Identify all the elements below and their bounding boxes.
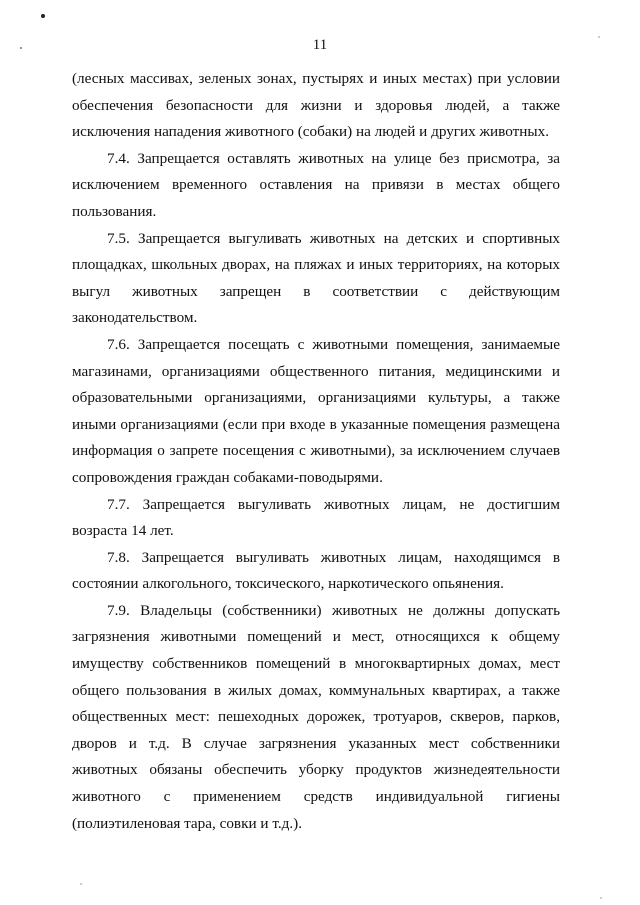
paragraph-7-9: 7.9. Владельцы (собственники) животных не должны допускать загрязнения животными помещений и мест, относящихся к общему имуществу собственников помещений в многоквартирных домах, мест общего пользования в жилых домах, коммунальных квартирах, а также общественных мест: пешеходных дорожек, тротуаров, скверов, парков, дворов и т.д. В случае загрязнения указанных мест собственники животных обязаны обеспечить уборку продуктов жизнедеятельности животного с применением средств индивидуальной гигиены (полиэтиленовая тара, совки и т.д.). bbox=[72, 601, 560, 832]
paragraph-7-8: 7.8. Запрещается выгуливать животных лицам, находящимся в состоянии алкогольного, токсического, наркотического опьянения. bbox=[72, 548, 560, 593]
paragraph-7-6: 7.6. Запрещается посещать с животными помещения, занимаемые магазинами, организациями общественного питания, медицинскими и образовательными организациями, организациями культуры, а также иными организациями (если при входе в указанные помещения размещена информация о запрете посещения с животными), за исключением случаев сопровождения граждан собаками-поводырями. bbox=[72, 335, 560, 486]
document-body bbox=[72, 66, 560, 837]
paragraph-7-4: 7.4. Запрещается оставлять животных на улице без присмотра, за исключением временного оставления на привязи в местах общего пользования. bbox=[72, 149, 560, 220]
scan-speck bbox=[41, 14, 45, 18]
paragraph-continuation: (лесных массивах, зеленых зонах, пустырях и иных местах) при условии обеспечения безопасности для жизни и здоровья людей, а также исключения нападения животного (собаки) на людей и других животных. bbox=[72, 70, 560, 141]
scan-speck bbox=[80, 883, 82, 885]
page-number: 11 bbox=[312, 37, 328, 53]
paragraph-7-5: 7.5. Запрещается выгуливать животных на детских и спортивных площадках, школьных дворах, на пляжах и иных территориях, на которых выгул животных запрещен в соответствии с действующим законодательством. bbox=[72, 229, 560, 327]
paragraph-7-7: 7.7. Запрещается выгуливать животных лицам, не достигшим возраста 14 лет. bbox=[72, 495, 560, 540]
scan-speck bbox=[600, 897, 602, 899]
